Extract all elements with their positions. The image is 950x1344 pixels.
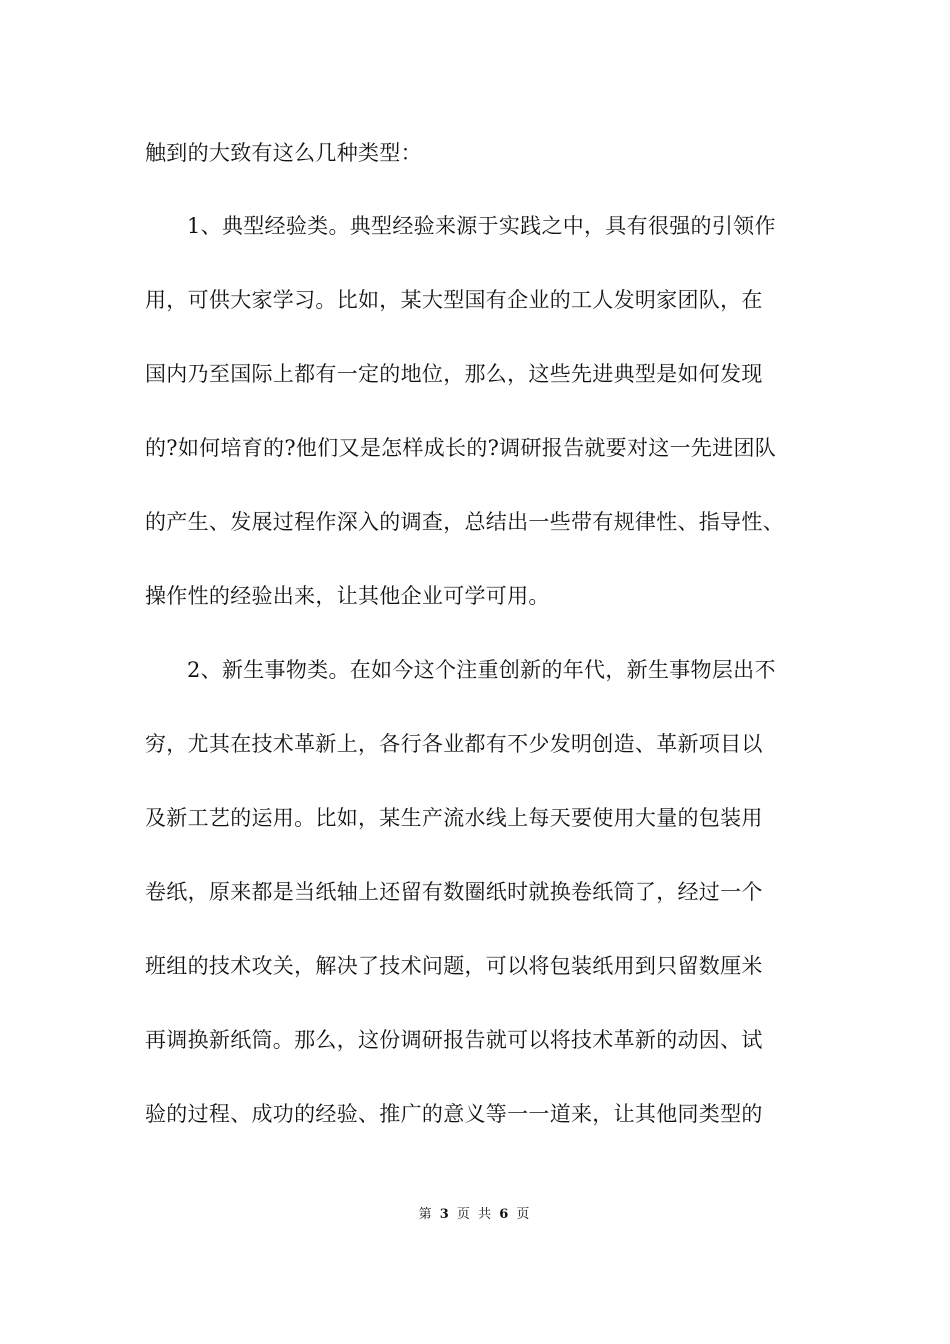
text-line: 卷纸，原来都是当纸轴上还留有数圈纸时就换卷纸筒了，经过一个	[145, 880, 763, 904]
total-pages-number: 6	[499, 1207, 511, 1222]
text-line: 的产生、发展过程作深入的调查，总结出一些带有规律性、指导性、	[145, 510, 784, 534]
text-line: 的?如何培育的?他们又是怎样成长的?调研报告就要对这一先进团队	[145, 436, 777, 460]
footer-middle: 页 共	[456, 1207, 494, 1222]
paragraph-first-line: 2、新生事物类。在如今这个注重创新的年代，新生事物层出不	[187, 658, 776, 682]
paragraph-first-line: 1、典型经验类。典型经验来源于实践之中，具有很强的引领作	[187, 214, 776, 238]
text-line: 及新工艺的运用。比如，某生产流水线上每天要使用大量的包装用	[145, 806, 763, 830]
text-line: 用，可供大家学习。比如，某大型国有企业的工人发明家团队，在	[145, 288, 763, 312]
text-line: 再调换新纸筒。那么，这份调研报告就可以将技术革新的动因、试	[145, 1028, 763, 1052]
footer-suffix: 页	[516, 1207, 532, 1222]
text-line: 触到的大致有这么几种类型：	[145, 141, 422, 165]
text-line: 操作性的经验出来，让其他企业可学可用。	[145, 584, 550, 608]
text-line: 穷，尤其在技术革新上，各行各业都有不少发明创造、革新项目以	[145, 732, 763, 756]
current-page-number: 3	[439, 1207, 451, 1222]
text-line: 国内乃至国际上都有一定的地位，那么，这些先进典型是如何发现	[145, 362, 763, 386]
page-footer	[0, 1206, 950, 1224]
footer-prefix: 第	[418, 1207, 434, 1222]
text-line: 验的过程、成功的经验、推广的意义等一一道来，让其他同类型的	[145, 1102, 763, 1126]
text-line: 班组的技术攻关，解决了技术问题，可以将包装纸用到只留数厘米	[145, 954, 763, 978]
